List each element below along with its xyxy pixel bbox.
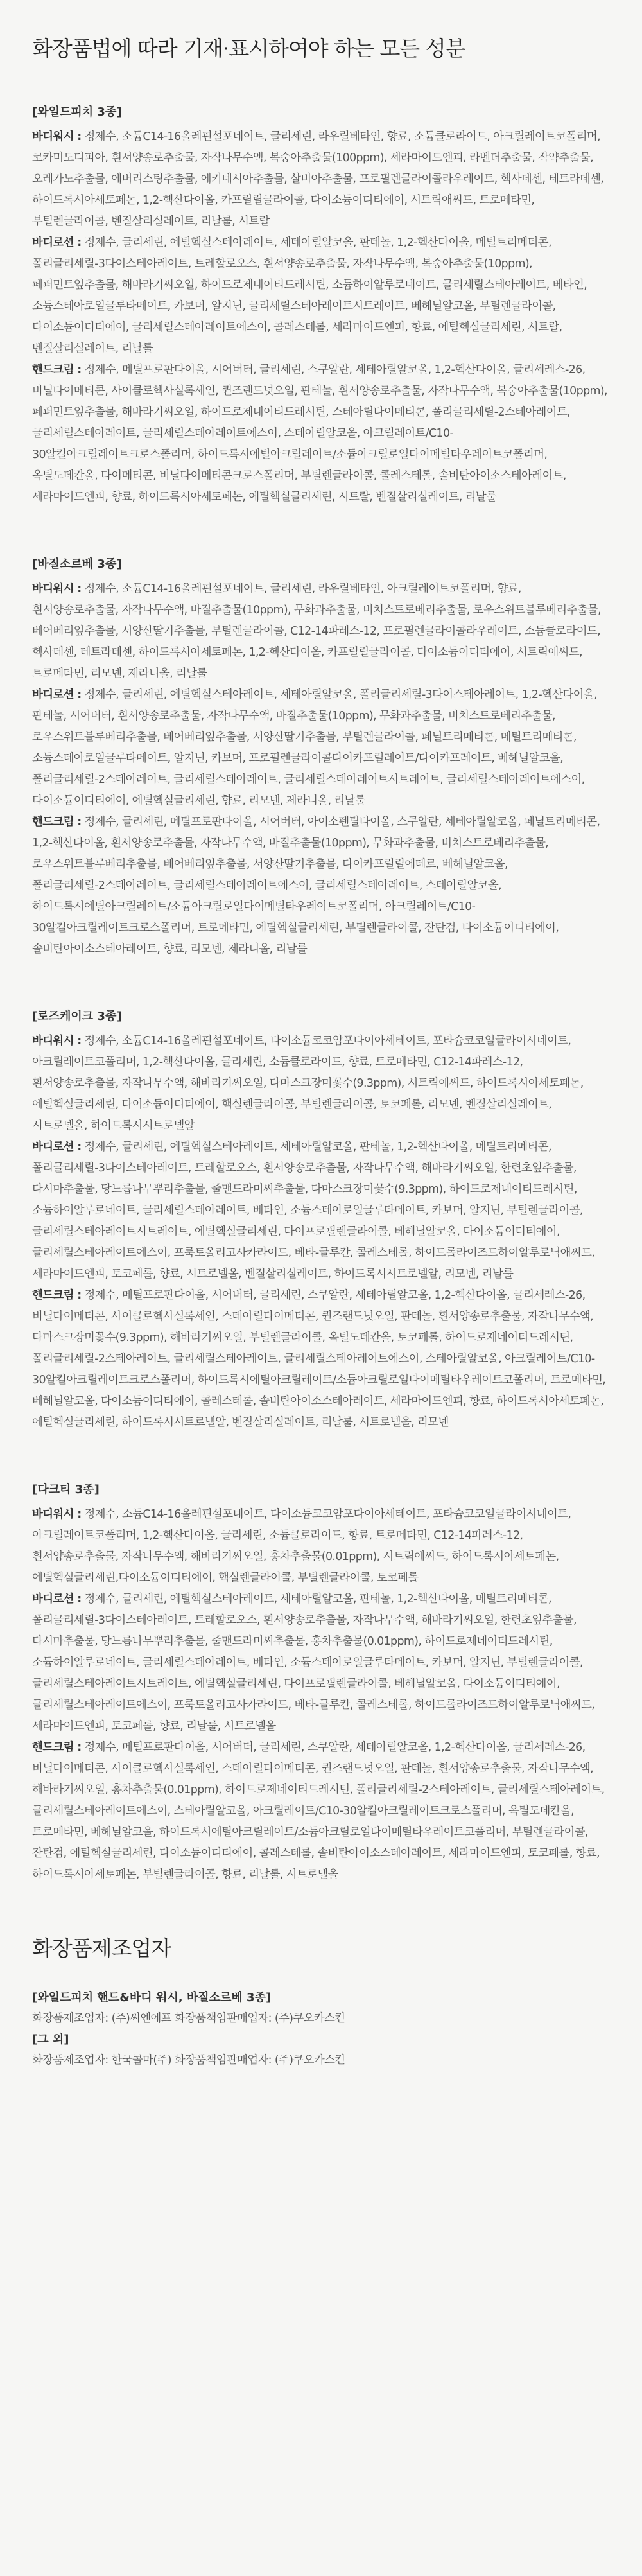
ingredient-text: 정제수, 글리세린, 에틸헥실스테아레이트, 세테아릴알코올, 판테놀, 1,2-헥산다이올, 메틸트리메티콘, 폴리글리세릴-3다이스테아레이트, 트레할로오스, 흰서양송로추출물, 자작나무수액, 해바라기씨오일, 한련초잎추출물, 다시마추출물, 당느릅나무뿌리추출물, 줄맨드라미씨추출물, 홍차추출물(0.01ppm), 하이드로제네이티드레시틴, 소듐하이알루로네이트, 글리세릴스테아레이트, 베타인, 소듐스테아로일글루타메이트, 카보머, 알지닌, 부틸렌글라이콜, 글리세릴스테아레이트시트레이트, 에틸헥실글리세린, 다이프로필렌글라이콜, 베헤닐알코올, 다이소듐이디티에이, 글리세릴스테아레이트에스이, 프룩토올리고사카라이드, 베타-글루칸, 콜레스테롤, 하이드롤라이즈드하이알루로닉애씨드, 세라마이드엔피, 토코페롤, 향료, 리날룰, 시트로넬올 [32,1593,595,1733]
product-label: 바디로션 : [32,1141,82,1153]
section-title: [바질소르베 3종] [32,557,122,571]
product-label: 바디로션 : [32,236,82,249]
ingredient-list [32,1589,610,1737]
section-title: [로즈케이크 3종] [32,1010,122,1023]
manufacturer-info [32,1988,610,2071]
ingredient-text: 정제수, 메틸프로판다이올, 시어버터, 글리세린, 스쿠알란, 세테아릴알코올, 1,2-헥산다이올, 글리세레스-26, 비닐다이메티콘, 사이클로헥사실록세인, 스테아릴다이메티콘, 퀸즈랜드넛오일, 판테놀, 흰서양송로추출물, 자작나무수액, 해바라기씨오일, 홍차추출물(0.01ppm), 하이드로제네이티드레시틴, 폴리글리세릴-2스테아레이트, 글리세릴스테아레이트, 글리세릴스테아레이트에스이, 스테아릴알코올, 아크릴레이트/C10-30알킬아크릴레이트크로스폴리머, 옥틸도데칸올, 트로메타민, 베헤닐알코올, 하이드록시에틸아크릴레이트/소듐아크릴로일다이메틸타우레이트코폴리머, 부틸렌글라이콜, 잔탄검, 에틸헥실글리세린, 다이소듐이디티에이, 콜레스테롤, 솔비탄아이소스테아레이트, 세라마이드엔피, 토코페롤, 향료, 하이드록시아세토페논, 부틸렌글라이콜, 향료, 리날룰, 시트로넬올 [32,1741,605,1881]
manufacturer-group-title: [와일드피치 핸드&바디 워시, 바질소르베 3종] [32,1991,272,2004]
ingredient-list [32,1737,610,1886]
ingredient-text: 정제수, 소듐C14-16올레핀설포네이트, 글리세린, 라우릴베타인, 향료, 소듐클로라이드, 아크릴레이트코폴리머, 코카미도디피아, 흰서양송로추출물, 자작나무수액, 복숭아추출물(100ppm), 세라마이드엔피, 라벤더추출물, 작약추출물, 오레가노추출물, 에버리스팅추출물, 에키네시아추출물, 살비아추출물, 프로필렌글라이콜라우레이트, 헥사데센, 테트라데센, 하이드록시아세토페논, 1,2-헥산다이올, 카프릴릴글라이콜, 다이소듐이디티에이, 시트릭애씨드, 트로메타민, 부틸렌글라이콜, 벤질살리실레이트, 리날룰, 시트랄 [32,130,604,228]
product-label: 바디워시 : [32,583,82,595]
ingredient-list [32,1031,610,1137]
ingredient-text: 정제수, 메틸프로판다이올, 시어버터, 글리세린, 스쿠알란, 세테아릴알코올, 1,2-헥산다이올, 글리세레스-26, 비닐다이메티콘, 사이클로헥사실록세인, 퀸즈랜드넛오일, 판테놀, 흰서양송로추출물, 자작나무수액, 복숭아추출물(10ppm), 페퍼민트잎추출물, 해바라기씨오일, 하이드로제네이티드레시틴, 스테아릴다이메티콘, 폴리글리세릴-2스테아레이트, 글리세릴스테아레이트, 글리세릴스테아레이트에스이, 스테아릴알코올, 아크릴레이트/C10-30알킬아크릴레이트크로스폴리머, 하이드록시에틸아크릴레이트/소듐아크릴로일다이메틸타우레이트코폴리머, 옥틸도데칸올, 다이메티콘, 비닐다이메티콘크로스폴리머, 부틸렌글라이콜, 콜레스테롤, 솔비탄아이소스테아레이트, 세라마이드엔피, 향료, 하이드록시아세토페논, 에틸헥실글리세린, 시트랄, 벤질살리실레이트, 리날룰 [32,364,607,504]
manufacturer-title: 화장품제조업자 [32,1936,171,1961]
ingredient-list [32,360,610,508]
section-title: [다크티 3종] [32,1483,100,1496]
product-label: 핸드크림 : [32,1741,82,1754]
ingredient-text: 정제수, 글리세린, 에틸헥실스테아레이트, 세테아릴알코올, 판테놀, 1,2-헥산다이올, 메틸트리메티콘, 폴리글리세릴-3다이스테아레이트, 트레할로오스, 흰서양송로추출물, 자작나무수액, 해바라기씨오일, 한련초잎추출물, 다시마추출물, 당느릅나무뿌리추출물, 줄맨드라미씨추출물, 다마스크장미꽃수(9.3ppm), 하이드로제네이티드레시틴, 소듐하이알루로네이트, 글리세릴스테아레이트, 베타인, 소듐스테아로일글루타메이트, 카보머, 알지닌, 부틸렌글라이콜, 글리세릴스테아레이트시트레이트, 에틸헥실글리세린, 다이프로필렌글라이콜, 베헤닐알코올, 다이소듐이디티에이, 글리세릴스테아레이트에스이, 프룩토올리고사카라이드, 베타-글루칸, 콜레스테롤, 하이드롤라이즈드하이알루로닉애씨드, 세라마이드엔피, 토코페롤, 향료, 시트로넬올, 벤질살리실레이트, 하이드록시시트로넬알, 리모넨, 리날룰 [32,1141,595,1281]
ingredient-section [32,1480,610,1886]
ingredient-list [32,232,610,360]
product-label: 바디로션 : [32,1593,82,1606]
ingredient-text: 정제수, 메틸프로판다이올, 시어버터, 글리세린, 스쿠알란, 세테아릴알코올, 1,2-헥산다이올, 글리세레스-26, 비닐다이메티콘, 사이클로헥사실록세인, 스테아릴다이메티콘, 퀸즈랜드넛오일, 판테놀, 흰서양송로추출물, 자작나무수액, 다마스크장미꽃수(9.3ppm), 해바라기씨오일, 부틸렌글라이콜, 옥틸도데칸올, 토코페롤, 하이드로제네이티드레시틴, 폴리글리세릴-2스테아레이트, 글리세릴스테아레이트, 글리세릴스테아레이트에스이, 스테아릴알코올, 아크릴레이트/C10-30알킬아크릴레이트크로스폴리머, 하이드록시에틸아크릴레이트/소듐아크릴로일다이메틸타우레이트코폴리머, 트로메타민, 베헤닐알코올, 다이소듐이디티에이, 콜레스테롤, 솔비탄아이소스테아레이트, 세라마이드엔피, 향료, 하이드록시아세토페논, 에틸헥실글리세린, 하이드록시시트로넬알, 벤질살리실레이트, 리날룰, 시트로넬올, 리모넨 [32,1289,606,1429]
manufacturer-line: 화장품제조업자: 한국콜마(주) 화장품책임판매업자: (주)쿠오카스킨 [32,2054,345,2067]
ingredient-section [32,1006,610,1433]
page-title: 화장품법에 따라 기재·표시하여야 하는 모든 성분 [32,36,465,61]
manufacturer-line: 화장품제조업자: (주)씨엔에프 화장품책임판매업자: (주)쿠오카스킨 [32,2012,345,2025]
ingredient-list [32,812,610,960]
ingredient-list [32,127,610,232]
product-label: 핸드크림 : [32,364,82,376]
ingredient-text: 정제수, 소듐C14-16올레핀설포네이트, 다이소듐코코암포다이아세테이트, 포타슘코코일글라이시네이트, 아크릴레이트코폴리머, 1,2-헥산다이올, 글리세린, 소듐클로라이드, 향료, 트로메타민, C12-14파레스-12, 흰서양송로추출물, 자작나무수액, 해바라기씨오일, 홍차추출물(0.01ppm), 시트릭애씨드, 하이드록시아세토페논, 에틸헥실글리세린,다이소듐이디티에이, 핵실렌글라이콜, 부틸렌글라이콜, 토코페롤 [32,1508,571,1584]
ingredient-section [32,102,610,508]
ingredient-section [32,554,610,960]
section-title: [와일드피치 3종] [32,105,122,119]
product-label: 바디워시 : [32,1035,82,1047]
product-label: 핸드크림 : [32,1289,82,1302]
ingredient-list [32,1137,610,1285]
ingredient-list [32,1504,610,1589]
ingredient-list [32,685,610,812]
product-label: 핸드크림 : [32,816,82,828]
ingredient-text: 정제수, 글리세린, 에틸헥실스테아레이트, 세테아릴알코올, 판테놀, 1,2-헥산다이올, 메틸트리메티콘, 폴리글리세릴-3다이스테아레이트, 트레할로오스, 흰서양송로추출물, 자작나무수액, 복숭아추출물(10ppm), 페퍼민트잎추출물, 해바라기씨오일, 하이드로제네이티드레시틴, 소듐하이알루로네이트, 글리세릴스테아레이트, 베타인, 소듐스테아로일글루타메이트, 카보머, 알지닌, 글리세릴스테아레이트시트레이트, 베헤닐알코올, 부틸렌글라이콜, 다이소듐이디티에이, 글리세릴스테아레이트에스이, 콜레스테롤, 세라마이드엔피, 향료, 에틸헥실글리세린, 시트랄, 벤질살리실레이트, 리날룰 [32,236,587,355]
ingredient-text: 정제수, 소듐C14-16올레핀설포네이트, 다이소듐코코암포다이아세테이트, 포타슘코코일글라이시네이트, 아크릴레이트코폴리머, 1,2-헥산다이올, 글리세린, 소듐클로라이드, 향료, 트로메타민, C12-14파레스-12, 흰서양송로추출물, 자작나무수액, 해바라기씨오일, 다마스크장미꽃수(9.3ppm), 시트릭애씨드, 하이드록시아세토페논, 에틸헥실글리세린, 다이소듐이디티에이, 핵실렌글라이콜, 부틸렌글라이콜, 토코페롤, 리모넨, 벤질살리실레이트, 시트로넬올, 하이드록시시트로넬알 [32,1035,584,1132]
ingredient-list [32,579,610,685]
ingredient-text: 정제수, 글리세린, 메틸프로판다이올, 시어버터, 아이소펜틸다이올, 스쿠알란, 세테아릴알코올, 페닐트리메티콘, 1,2-헥산다이올, 흰서양송로추출물, 자작나무수액, 바질추출물(10ppm), 무화과추출물, 비치스트로베리추출물, 로우스위트블루베리추출물, 베어베리잎추출물, 서양산딸기추출물, 다이카프릴릴에테르, 베헤닐알코올, 폴리글리세릴-2스테아레이트, 글리세릴스테아레이트에스이, 글리세릴스테아레이트, 스테아릴알코올, 하이드록시에틸아크릴레이트/소듐아크릴로일다이메틸타우레이트코폴리머, 아크릴레이트/C10-30알킬아크릴레이트크로스폴리머, 트로메타민, 에틸헥실글리세린, 부틸렌글라이콜, 잔탄검, 다이소듐이디티에이, 솔비탄아이소스테아레이트, 향료, 리모넨, 제라니올, 리날룰 [32,816,600,956]
product-label: 바디로션 : [32,688,82,701]
ingredient-sections [32,102,610,1886]
ingredient-text: 정제수, 소듐C14-16올레핀설포네이트, 글리세린, 라우릴베타인, 아크릴레이트코폴리머, 향료, 흰서양송로추출물, 자작나무수액, 바질추출물(10ppm), 무화과추출물, 비치스트로베리추출물, 로우스위트블루베리추출물, 베어베리잎추출물, 서양산딸기추출물, 부틸렌글라이콜, C12-14파레스-12, 프로필렌글라이콜라우레이트, 소듐클로라이드, 헥사데센, 테트라데센, 하이드록시아세토페논, 1,2-헥산다이올, 카프릴릴글라이콜, 다이소듐이디티에이, 시트릭애씨드, 트로메타민, 리모넨, 제라니올, 리날룰 [32,583,602,680]
product-label: 바디워시 : [32,1508,82,1521]
ingredient-text: 정제수, 글리세린, 에틸헥실스테아레이트, 세테아릴알코올, 폴리글리세릴-3다이스테아레이트, 1,2-헥산다이올, 판테놀, 시어버터, 흰서양송로추출물, 자작나무수액, 바질추출물(10ppm), 무화과추출물, 비치스트로베리추출물, 로우스위트블루베리추출물, 베어베리잎추출물, 서양산딸기추출물, 부틸렌글라이콜, 페닐트리메티콘, 메틸트리메티콘, 소듐스테아로일글루타메이트, 알지닌, 카보머, 프로필렌글라이콜다이카프릴레이트/다이카프레이트, 베헤닐알코올, 폴리글리세릴-2스테아레이트, 글리세릴스테아레이트, 글리세릴스테아레이트시트레이트, 글리세릴스테아레이트에스이, 다이소듐이디티에이, 에틸헥실글리세린, 향료, 리모넨, 제라니올, 리날룰 [32,688,597,807]
ingredient-list [32,1285,610,1433]
product-label: 바디워시 : [32,130,82,143]
manufacturer-group-title: [그 외] [32,2033,69,2046]
